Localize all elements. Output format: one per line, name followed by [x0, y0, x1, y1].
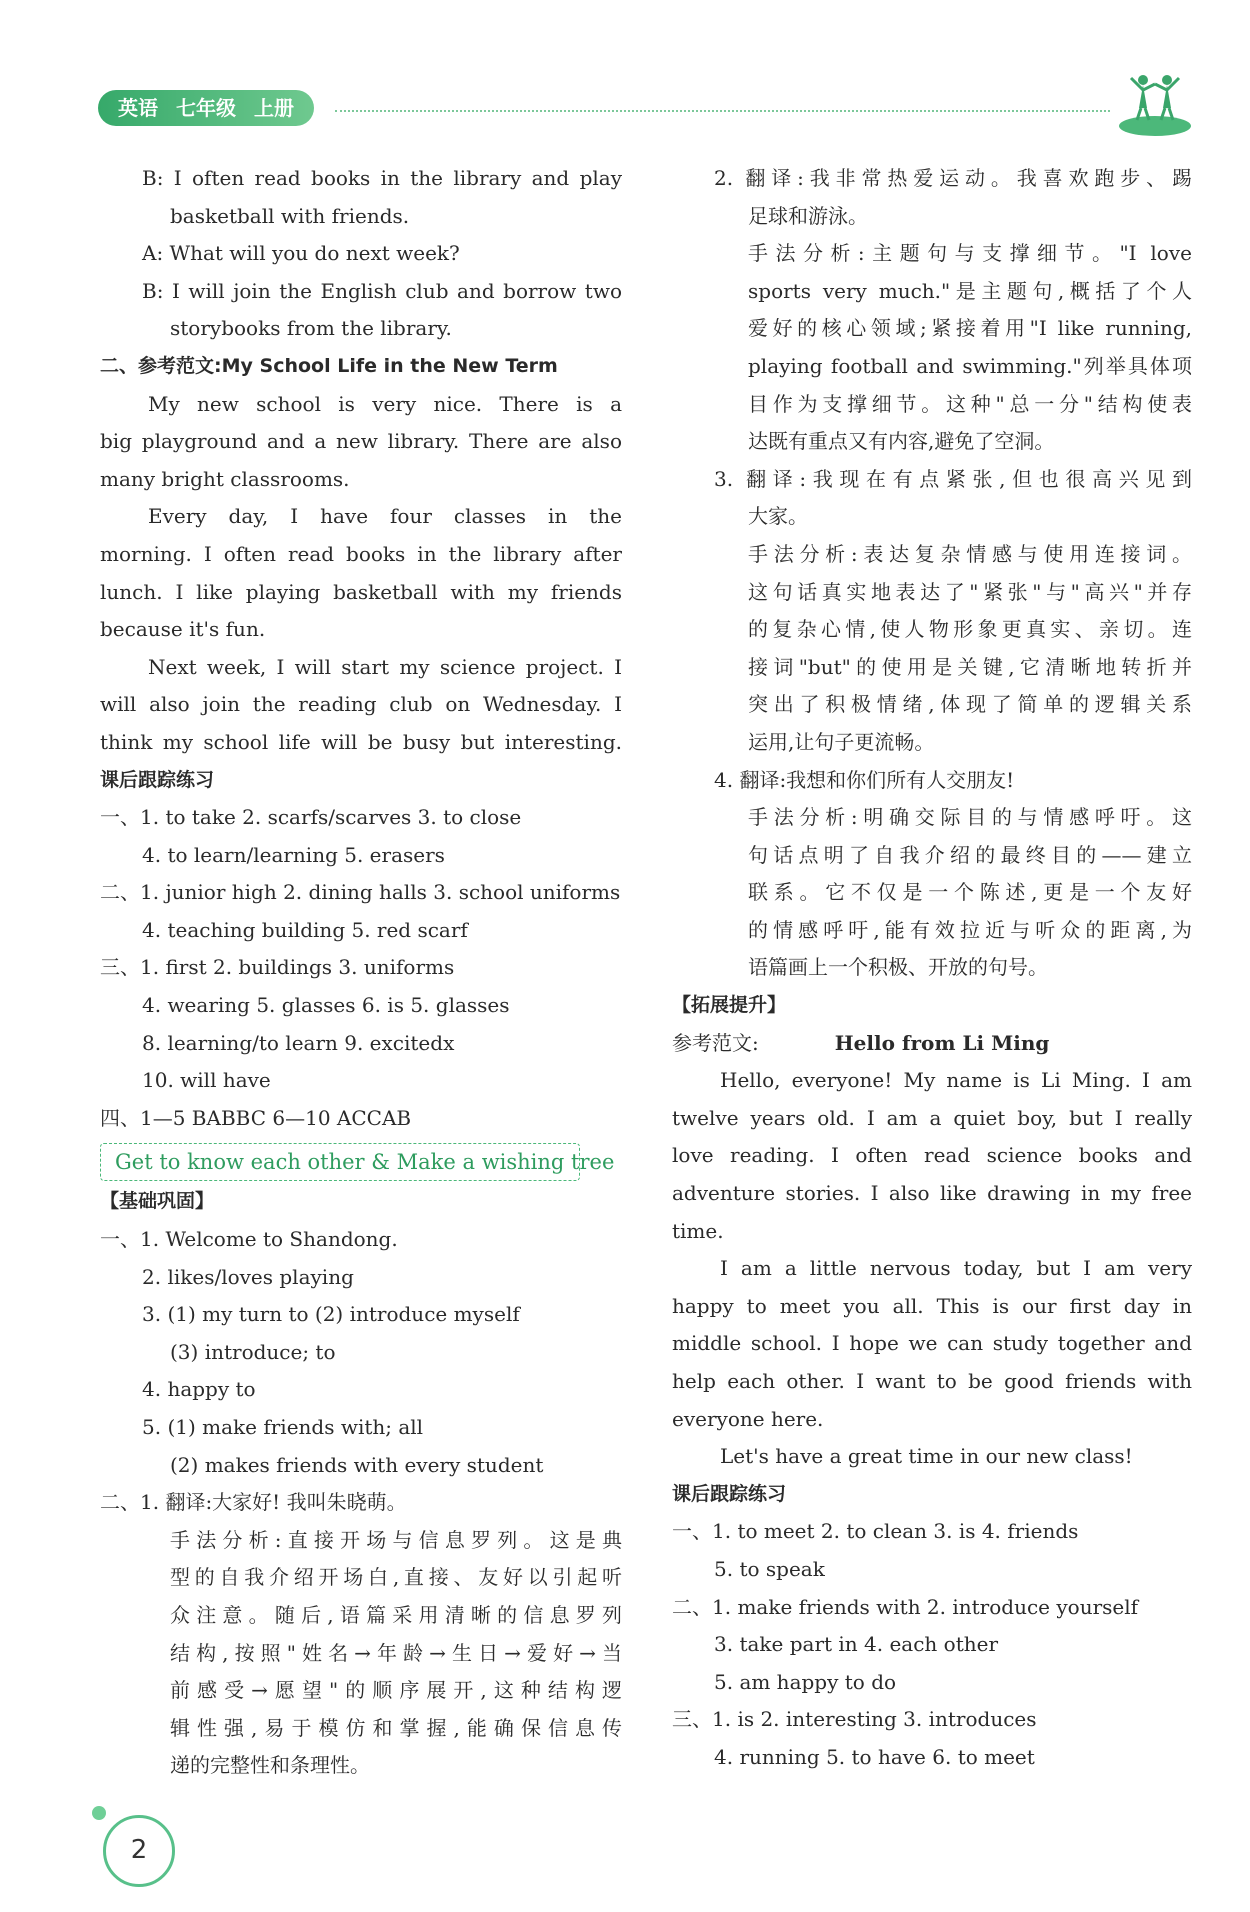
text-line: 三、1. first 2. buildings 3. uniforms: [100, 955, 455, 980]
text-line: 递的完整性和条理性。: [170, 1753, 370, 1778]
text-line: I am a little nervous today, but I am very: [720, 1256, 1192, 1281]
section-heading: 课后跟踪练习: [672, 1482, 787, 1505]
text-line: 4. running 5. to have 6. to meet: [714, 1744, 1035, 1769]
text-line: happy to meet you all. This is our first day in: [672, 1293, 1192, 1318]
text-line: 3. 翻译:我现在有点紧张,但也很高兴见到: [714, 466, 1192, 491]
text-line: 4. happy to: [142, 1377, 256, 1402]
header-divider: [335, 110, 1110, 112]
text-line: 爱好的核心领域;紧接着用"I like running,: [748, 316, 1192, 341]
text-line: B: I will join the English club and borrow two: [142, 278, 622, 303]
section-heading: 【拓展提升】: [672, 994, 787, 1017]
text-line: 接词"but"的使用是关键,它清晰地转折并: [748, 654, 1192, 679]
text-line: Next week, I will start my science project. I: [148, 654, 622, 679]
text-line: 大家。: [748, 504, 808, 529]
text-line: My new school is very nice. There is a: [148, 391, 622, 416]
right-column: [672, 160, 1192, 1777]
text-line: help each other. I want to be good friends with: [672, 1369, 1192, 1393]
text-line: 一、1. to meet 2. to clean 3. is 4. friends: [672, 1519, 1079, 1544]
text-line: 型的自我介绍开场白,直接、友好以引起听: [170, 1565, 622, 1590]
text-line: 辑性强,易于模仿和掌握,能确保信息传: [170, 1715, 622, 1740]
text-line: because it's fun.: [100, 617, 266, 642]
text-line: 手法分析:主题句与支撑细节。"I love: [748, 241, 1192, 266]
text-line: 三、1. is 2. interesting 3. introduces: [672, 1707, 1037, 1732]
section-heading: 【基础巩固】: [100, 1190, 215, 1213]
essay-label: 参考范文:: [672, 1030, 759, 1055]
text-line: Hello, everyone! My name is Li Ming. I am: [720, 1068, 1192, 1093]
text-line: middle school. I hope we can study together and: [672, 1331, 1192, 1356]
text-line: 四、1—5 BABBC 6—10 ACCAB: [100, 1105, 412, 1130]
text-line: 2. likes/loves playing: [142, 1264, 354, 1289]
text-line: 8. learning/to learn 9. excitedx: [142, 1030, 455, 1055]
text-line: 的情感呼吁,能有效拉近与听众的距离,为: [748, 917, 1192, 942]
text-line: 二、1. 翻译:大家好! 我叫朱晓萌。: [100, 1490, 407, 1515]
text-line: 运用,让句子更流畅。: [748, 729, 935, 754]
volume-label: 上册: [254, 96, 294, 120]
subject-label: 英语: [118, 96, 158, 120]
dancers-icon: [1115, 68, 1195, 138]
text-line: playing football and swimming."列举具体项: [748, 353, 1192, 378]
text-line: basketball with friends.: [170, 203, 410, 228]
text-line: love reading. I often read science books and: [672, 1143, 1192, 1168]
text-line: 这句话真实地表达了"紧张"与"高兴"并存: [748, 579, 1192, 604]
text-line: B: I often read books in the library and play: [142, 166, 622, 190]
text-line: storybooks from the library.: [170, 316, 452, 341]
text-line: 突出了积极情绪,体现了简单的逻辑关系: [748, 692, 1192, 717]
text-line: Let's have a great time in our new class!: [720, 1444, 1133, 1469]
text-line: 4. teaching building 5. red scarf: [142, 917, 468, 942]
text-line: 众注意。随后,语篇采用清晰的信息罗列: [170, 1602, 622, 1627]
lesson-title-box: Get to know each other & Make a wishing tree: [100, 1143, 580, 1181]
text-line: twelve years old. I am a quiet boy, but I really: [672, 1105, 1192, 1130]
text-line: 联系。它不仅是一个陈述,更是一个友好: [748, 880, 1192, 905]
text-line: 手法分析:直接开场与信息罗列。这是典: [170, 1527, 622, 1552]
grade-label: 七年级: [176, 96, 236, 120]
text-line: time.: [672, 1218, 724, 1243]
text-line: 句话点明了自我介绍的最终目的——建立: [748, 842, 1192, 867]
text-line: Every day, I have four classes in the: [148, 504, 622, 529]
text-line: 3. take part in 4. each other: [714, 1632, 999, 1657]
text-line: 一、1. Welcome to Shandong.: [100, 1227, 398, 1252]
text-line: lunch. I like playing basketball with my friends: [100, 579, 622, 604]
text-line: 一、1. to take 2. scarfs/scarves 3. to close: [100, 805, 522, 830]
text-line: 2. 翻译:我非常热爱运动。我喜欢跑步、踢: [714, 166, 1192, 190]
page-header: [0, 0, 1250, 150]
text-line: 前感受→愿望"的顺序展开,这种结构逻: [170, 1678, 622, 1703]
text-line: think my school life will be busy but interesting.: [100, 729, 622, 754]
text-line: 目作为支撑细节。这种"总一分"结构使表: [748, 391, 1192, 416]
text-line: 二、1. junior high 2. dining halls 3. school uniforms: [100, 880, 621, 905]
text-line: 4. wearing 5. glasses 6. is 5. glasses: [142, 993, 510, 1018]
text-line: adventure stories. I also like drawing in my free: [672, 1181, 1192, 1206]
section-heading: 二、参考范文:My School Life in the New Term: [100, 354, 558, 377]
text-line: 达既有重点又有内容,避免了空洞。: [748, 429, 1055, 454]
text-line: 10. will have: [142, 1068, 271, 1093]
text-line: will also join the reading club on Wednesday. I: [100, 692, 622, 717]
text-line: many bright classrooms.: [100, 466, 350, 491]
decor-dot: [92, 1806, 106, 1820]
text-line: A: What will you do next week?: [142, 241, 460, 266]
book-label: [98, 90, 314, 126]
section-heading: 课后跟踪练习: [100, 768, 215, 791]
text-line: 足球和游泳。: [748, 203, 868, 228]
text-line: 5. am happy to do: [714, 1669, 897, 1694]
left-column: [100, 160, 622, 1785]
page-number: 2: [103, 1815, 175, 1887]
text-line: 5. to speak: [714, 1556, 825, 1581]
text-line: 4. 翻译:我想和你们所有人交朋友!: [714, 767, 1015, 792]
text-line: 手法分析:明确交际目的与情感呼吁。这: [748, 805, 1192, 830]
text-line: 结构,按照"姓名→年龄→生日→爱好→当: [170, 1640, 622, 1665]
essay-title: Hello from Li Ming: [834, 1030, 1050, 1055]
text-line: morning. I often read books in the library after: [100, 541, 622, 566]
text-line: 的复杂心情,使人物形象更真实、亲切。连: [748, 617, 1192, 642]
text-line: 3. (1) my turn to (2) introduce myself: [142, 1302, 520, 1327]
text-line: 4. to learn/learning 5. erasers: [142, 842, 445, 867]
text-line: sports very much."是主题句,概括了个人: [748, 278, 1192, 303]
text-line: everyone here.: [672, 1406, 824, 1431]
text-line: (2) makes friends with every student: [170, 1452, 544, 1477]
text-line: 二、1. make friends with 2. introduce yourself: [672, 1594, 1139, 1619]
text-line: 手法分析:表达复杂情感与使用连接词。: [748, 541, 1192, 566]
text-line: 语篇画上一个积极、开放的句号。: [748, 955, 1048, 980]
text-line: big playground and a new library. There are also: [100, 429, 622, 454]
text-line: 5. (1) make friends with; all: [142, 1415, 424, 1439]
text-line: [672, 1025, 1192, 1063]
text-line: (3) introduce; to: [170, 1339, 336, 1364]
